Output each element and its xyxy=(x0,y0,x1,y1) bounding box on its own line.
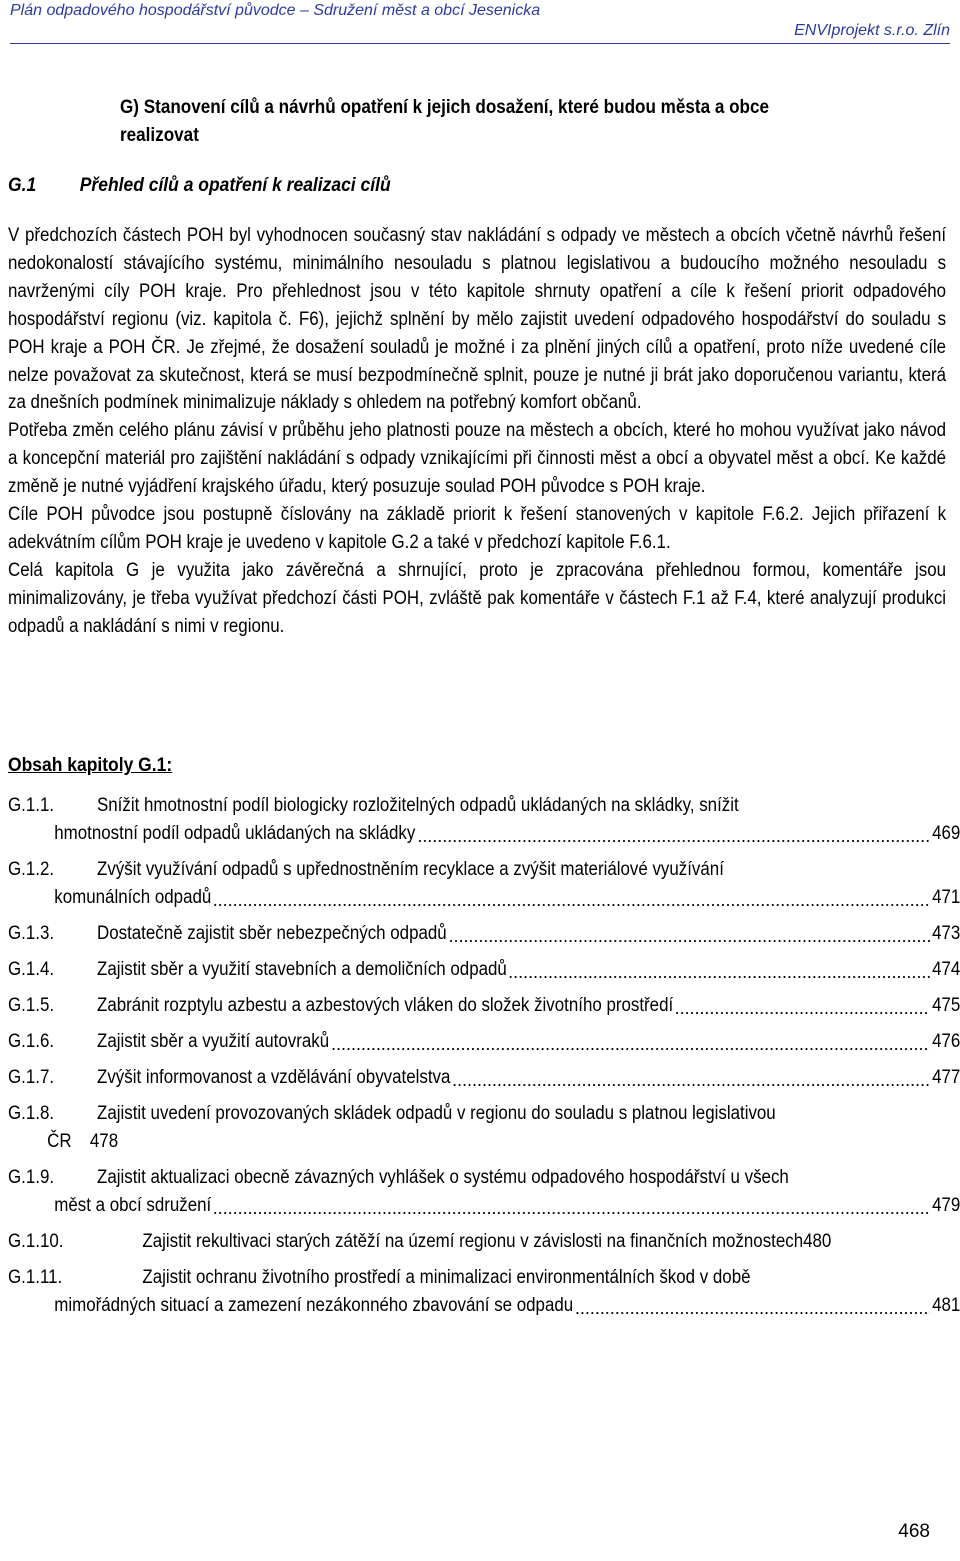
toc-number: G.1.10. xyxy=(8,1231,64,1252)
subsection-number: G.1 xyxy=(8,175,37,196)
header-rule xyxy=(10,43,950,44)
toc-page: 476 xyxy=(932,1031,960,1052)
toc-number: G.1.5. xyxy=(8,995,55,1016)
toc-leader-dots xyxy=(509,956,931,984)
toc-title: Dostatečně zajistit sběr nebezpečných odpadů xyxy=(97,923,447,944)
paragraph-1: V předchozích částech POH byl vyhodnocen současný stav nakládání s odpady ve městech a obcích včetně návrhů řešení nedokonalostí stávajícího systému, minimálního nesouladu s platnou legislativou a budoucího možného nesouladu s navrženými cíly POH kraje. Pro přehlednost jsou v této kapitole shrnuty opatření a cíle k řešení priorit odpadového hospodářství regionu (viz. kapitola č. F6), jejichž splnění by mělo zajistit uvedení odpadového hospodářství do souladu s POH kraje a POH ČR. Je zřejmé, že dosažení souladů je možné i za plnění jiných cílů a opatření, proto níže uvedené cíle nelze považovat za skutečnost, která se musí bezpodmínečně splnit, pouze je nutné ji brát jako doporučenou variantu, která za dnešních podmínek minimalizuje náklady s ohledem na potřebný komfort občanů. xyxy=(8,225,947,414)
toc-number: G.1.3. xyxy=(8,923,55,944)
subsection-title xyxy=(8,172,391,200)
paragraph-4: Celá kapitola G je využita jako závěrečná a shrnující, proto je zpracována přehlednou formou, komentáře jsou minimalizovány, je třeba využívat předchozí části POH, zvláště pak komentáře v částech F.1 až F.4, které analyzují produkci odpadů a nakládání s nimi v regionu. xyxy=(8,559,947,637)
toc-title: Zajistit sběr a využití autovraků xyxy=(97,1031,330,1052)
table-of-contents xyxy=(8,792,960,1328)
running-header-company: ENVIprojekt s.r.o. Zlín xyxy=(794,22,950,39)
running-header-title: Plán odpadového hospodářství původce – Sdružení měst a obcí Jesenicka xyxy=(10,2,541,19)
toc-entry-g1111[interactable] xyxy=(8,1264,960,1320)
toc-number: G.1.4. xyxy=(8,959,55,980)
toc-number: G.1.11. xyxy=(8,1267,63,1288)
paragraph-3: Cíle POH původce jsou postupně číslovány na základě priorit k řešení stanovených v kapitole F.6.2. Jejich přiřazení k adekvátním cílům POH kraje je uvedeno v kapitole G.2 a také v předchozí kapitole F.6.1. xyxy=(8,504,947,553)
toc-entry-g115[interactable] xyxy=(8,992,960,1020)
toc-title: Zajistit sběr a využití stavebních a demoličních odpadů xyxy=(97,959,507,980)
toc-entry-g112[interactable] xyxy=(8,856,960,912)
toc-page: 471 xyxy=(932,887,960,908)
toc-number: G.1.6. xyxy=(8,1031,55,1052)
toc-page: 473 xyxy=(932,923,960,944)
subsection-title-text: Přehled cílů a opatření k realizaci cílů xyxy=(79,175,391,196)
toc-number: G.1.2. xyxy=(8,859,55,880)
toc-entry-g119[interactable] xyxy=(8,1164,960,1220)
section-title: G) Stanovení cílů a návrhů opatření k jejich dosažení, které budou města a obce realizovat xyxy=(120,97,770,146)
toc-page: 481 xyxy=(932,1295,960,1316)
toc-title: Zajistit ochranu životního prostředí a minimalizaci environmentálních škod v době xyxy=(142,1267,751,1288)
toc-title-continued: hmotnostní podíl odpadů ukládaných na skládky xyxy=(54,823,416,844)
toc-leader-dots xyxy=(452,1064,930,1092)
toc-leader-dots xyxy=(213,884,930,912)
toc-entry-g113[interactable] xyxy=(8,920,960,948)
toc-leader-dots xyxy=(331,1028,930,1056)
toc-title: Snížit hmotnostní podíl biologicky rozložitelných odpadů ukládaných na skládky, snížit xyxy=(97,795,739,816)
toc-page: 469 xyxy=(932,823,960,844)
toc-page: 475 xyxy=(932,995,960,1016)
toc-heading: Obsah kapitoly G.1: xyxy=(8,755,173,776)
toc-title: Zajistit rekultivaci starých zátěží na území regionu v závislosti na finančních možnostech xyxy=(142,1231,804,1252)
toc-number: G.1.7. xyxy=(8,1067,55,1088)
toc-title-continued: komunálních odpadů xyxy=(54,887,212,908)
toc-page: 477 xyxy=(932,1067,960,1088)
toc-leader-dots xyxy=(448,920,930,948)
toc-title-continued: mimořádných situací a zamezení nezákonného zbavování se odpadu xyxy=(54,1295,574,1316)
toc-entry-g114[interactable] xyxy=(8,956,960,984)
toc-page: 478 xyxy=(89,1131,119,1152)
toc-entry-g111[interactable] xyxy=(8,792,960,848)
toc-title: Zajistit uvedení provozovaných skládek odpadů v regionu do souladu s platnou legislativou xyxy=(97,1103,776,1124)
toc-entry-g118[interactable] xyxy=(8,1100,960,1156)
toc-title: Zabránit rozptylu azbestu a azbestových vláken do složek životního prostředí xyxy=(97,995,674,1016)
body-text xyxy=(8,222,946,641)
toc-number: G.1.1. xyxy=(8,795,55,816)
toc-leader-dots xyxy=(417,820,930,848)
toc-leader-dots xyxy=(213,1192,930,1220)
toc-title: Zvýšit využívání odpadů s upřednostněním recyklace a zvýšit materiálové využívání xyxy=(97,859,724,880)
toc-title: Zajistit aktualizaci obecně závazných vyhlášek o systému odpadového hospodářství u všech xyxy=(97,1167,789,1188)
toc-leader-dots xyxy=(575,1292,930,1320)
toc-entry-g117[interactable] xyxy=(8,1064,960,1092)
toc-entry-g1110[interactable] xyxy=(8,1228,960,1256)
toc-page: 480 xyxy=(803,1231,832,1252)
toc-page: 474 xyxy=(932,959,960,980)
toc-leader-dots xyxy=(675,992,930,1020)
toc-entry-g116[interactable] xyxy=(8,1028,960,1056)
toc-page: 479 xyxy=(932,1195,960,1216)
toc-title-continued: měst a obcí sdružení xyxy=(54,1195,212,1216)
page-number: 468 xyxy=(898,1521,930,1542)
toc-title-continued: ČR xyxy=(47,1131,72,1152)
toc-number: G.1.9. xyxy=(8,1167,55,1188)
toc-title: Zvýšit informovanost a vzdělávání obyvatelstva xyxy=(97,1067,451,1088)
toc-number: G.1.8. xyxy=(8,1103,55,1124)
paragraph-2: Potřeba změn celého plánu závisí v průběhu jeho platnosti pouze na městech a obcích, které ho mohou využívat jako návod a koncepční materiál pro zajištění nakládání s odpady vznikajícími při činnosti měst a obcí a obyvatel měst a obcí. Ke každé změně je nutné vyjádření krajského úřadu, který posuzuje soulad POH původce s POH kraje. xyxy=(8,420,947,498)
